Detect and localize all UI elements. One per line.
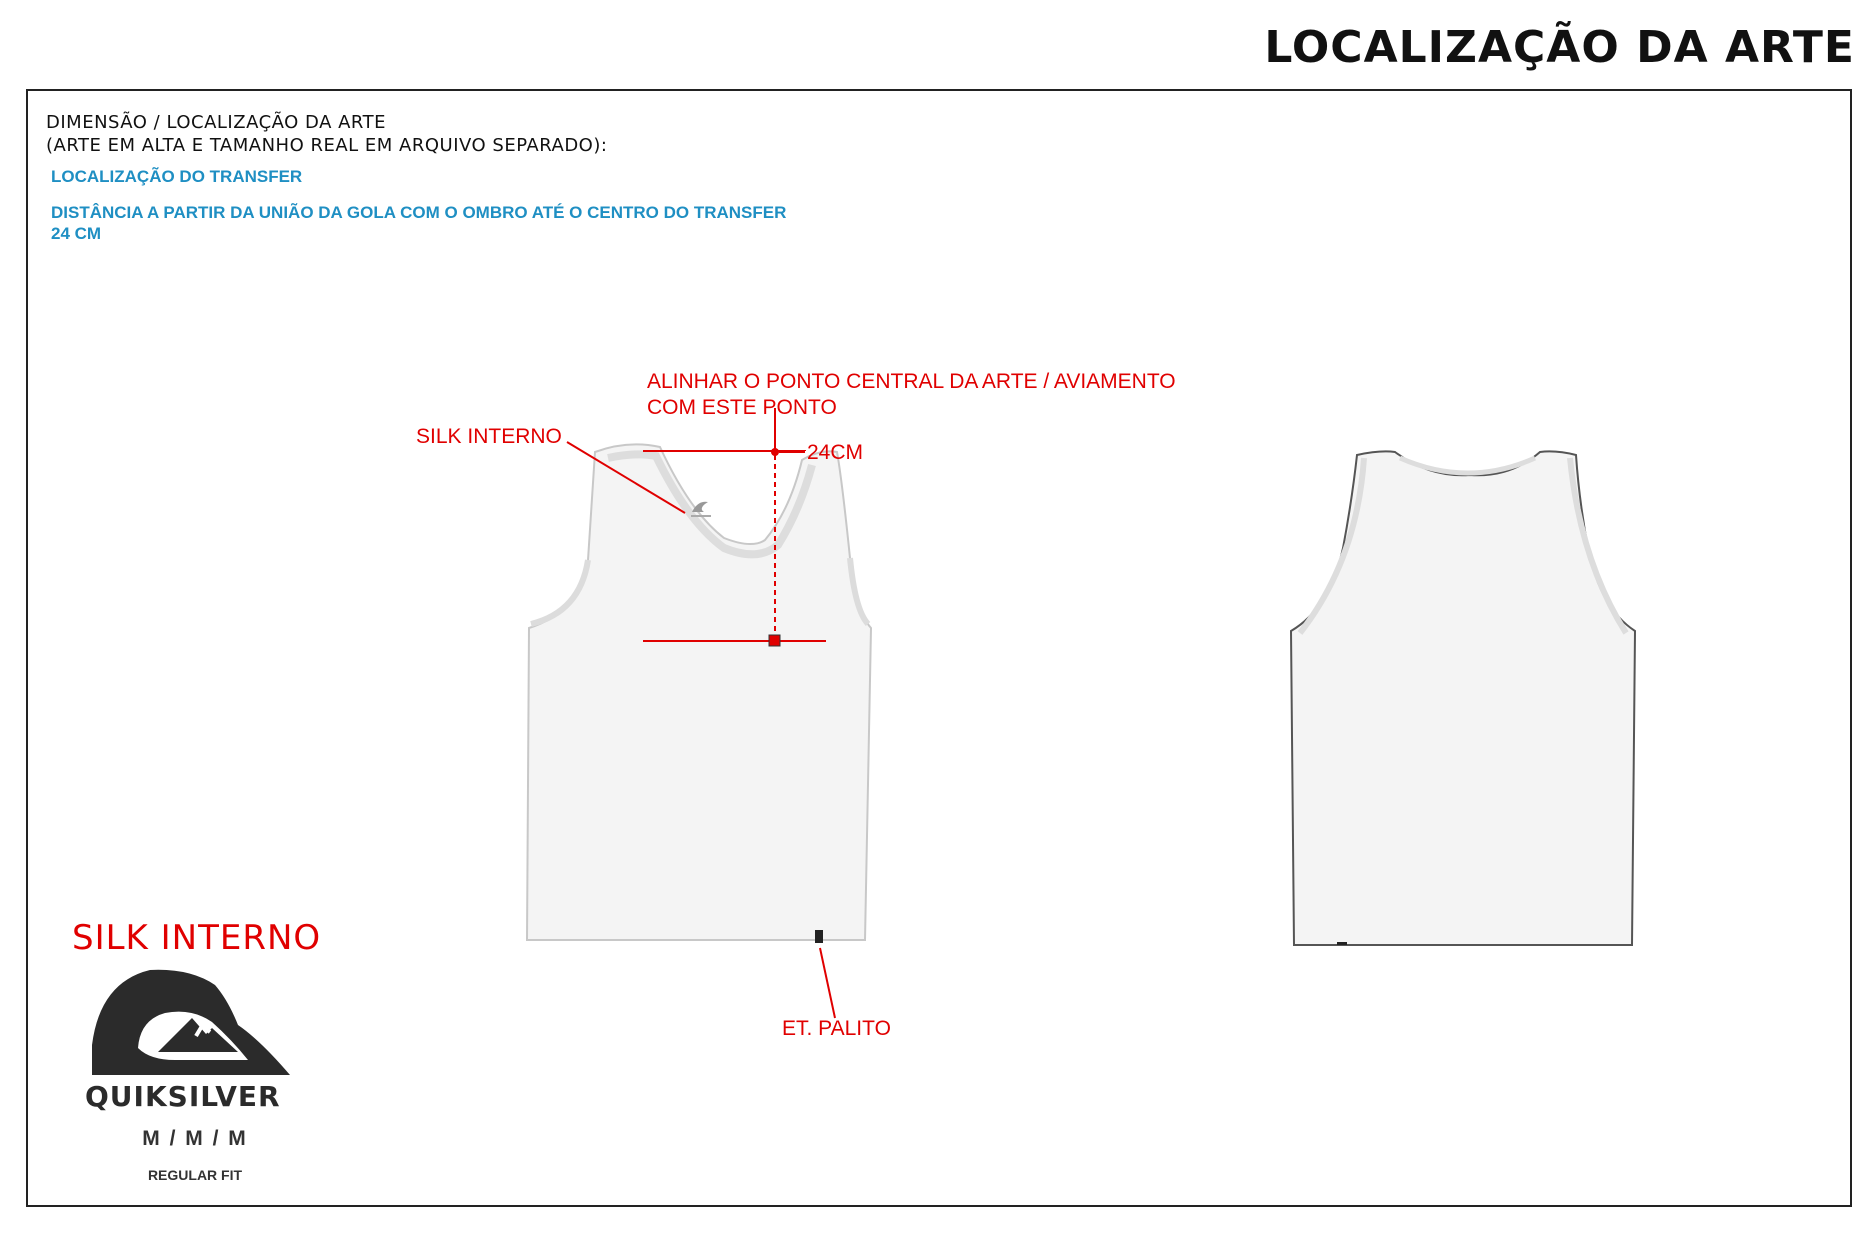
hang-tag-icon <box>815 930 823 943</box>
transfer-center-marker <box>769 635 780 646</box>
silk-interno-callout: SILK INTERNO <box>416 425 562 448</box>
distance-description: DISTÂNCIA A PARTIR DA UNIÃO DA GOLA COM O OMBRO ATÉ O CENTRO DO TRANSFER <box>51 203 787 222</box>
align-instruction-line2: COM ESTE PONTO <box>647 396 837 419</box>
front-tank-top <box>527 444 871 943</box>
silk-interno-title: SILK INTERNO <box>72 918 322 958</box>
fit-label: REGULAR FIT <box>147 1167 243 1183</box>
size-indicator: M / M / M <box>142 1127 248 1150</box>
tag-callout: ET. PALITO <box>782 1017 891 1040</box>
brand-wordmark: QUIKSILVER <box>85 1080 281 1113</box>
back-tank-top <box>1291 451 1635 945</box>
transfer-location-label: LOCALIZAÇÃO DO TRANSFER <box>51 167 303 186</box>
alignment-point <box>771 448 779 456</box>
measurement-label: 24CM <box>807 441 864 464</box>
distance-value: 24 CM <box>51 224 102 243</box>
page-title: LOCALIZAÇÃO DA ARTE <box>1264 22 1855 73</box>
align-instruction-line1: ALINHAR O PONTO CENTRAL DA ARTE / AVIAMENTO <box>647 370 1176 393</box>
dimension-subheading: (ARTE EM ALTA E TAMANHO REAL EM ARQUIVO SEPARADO): <box>46 135 608 156</box>
dimension-heading: DIMENSÃO / LOCALIZAÇÃO DA ARTE <box>46 112 386 133</box>
quiksilver-logo-icon <box>85 970 290 1113</box>
